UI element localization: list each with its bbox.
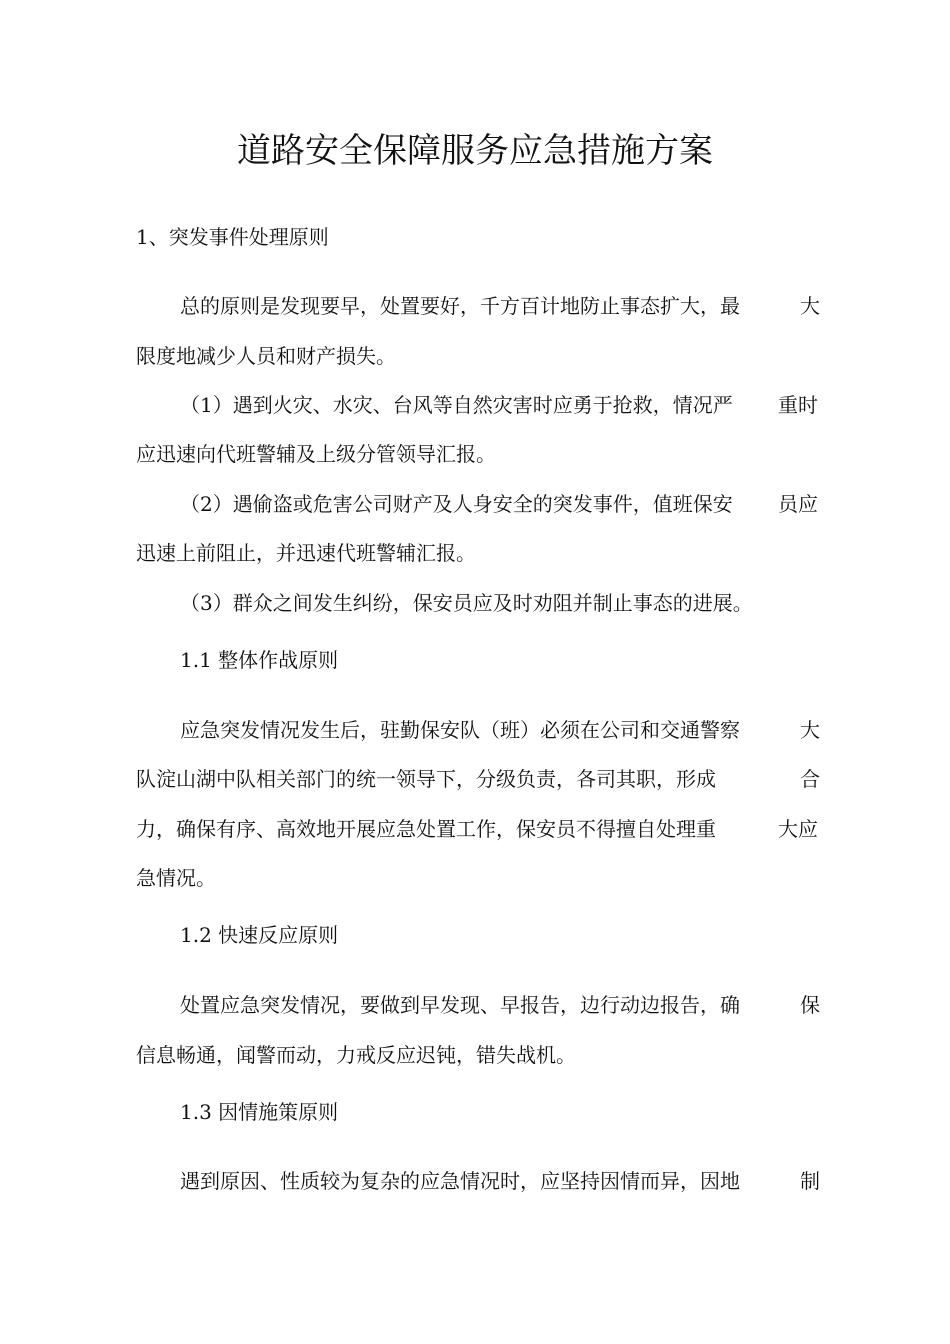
paragraph-text-end: 大应 [778,817,818,841]
paragraph-text-end: 合 [800,767,820,791]
list-item-text-end: 员应 [778,492,818,516]
subheading-text: 1.3 因情施策原则 [180,1100,339,1124]
list-item-text: 迅速上前阻止，并迅速代班警辅汇报。 [136,541,476,565]
paragraph-text: 处置应急突发情况，要做到早发现、早报告，边行动边报告，确 [180,993,740,1017]
paragraph-text-end: 保 [800,993,820,1017]
list-item-text-end: 重时 [778,393,818,417]
paragraph-text: 限度地减少人员和财产损失。 [136,344,396,368]
list-item-text: 应迅速向代班警辅及上级分管领导汇报。 [136,442,496,466]
paragraph-text: 力，确保有序、高效地开展应急处置工作，保安员不得擅自处理重 [136,817,716,841]
paragraph-text-end: 大 [800,718,820,742]
paragraph-text: 信息畅通，闻警而动，力戒反应迟钝，错失战机。 [136,1043,576,1067]
list-item-text: （1）遇到火灾、水灾、台风等自然灾害时应勇于抢救，情况严 [180,393,733,417]
paragraph-text: 急情况。 [136,866,216,890]
subheading-text: 1.1 整体作战原则 [180,648,339,672]
section-heading-text: 1、突发事件处理原则 [136,225,329,249]
paragraph-text: 总的原则是发现要早，处置要好，千方百计地防止事态扩大，最 [180,294,740,318]
document-title: 道路安全保障服务应急措施方案 [237,131,713,171]
paragraph-text-end: 大 [800,294,820,318]
paragraph-text: 队淀山湖中队相关部门的统一领导下，分级负责，各司其职，形成 [136,767,716,791]
paragraph-text: 应急突发情况发生后，驻勤保安队（班）必须在公司和交通警察 [180,718,740,742]
list-item-text: （3）群众之间发生纠纷，保安员应及时劝阻并制止事态的进展。 [180,591,753,615]
paragraph-text-end: 制 [800,1169,820,1193]
subheading-text: 1.2 快速反应原则 [180,923,339,947]
list-item-text: （2）遇偷盗或危害公司财产及人身安全的突发事件，值班保安 [180,492,733,516]
paragraph-text: 遇到原因、性质较为复杂的应急情况时，应坚持因情而异，因地 [180,1169,740,1193]
